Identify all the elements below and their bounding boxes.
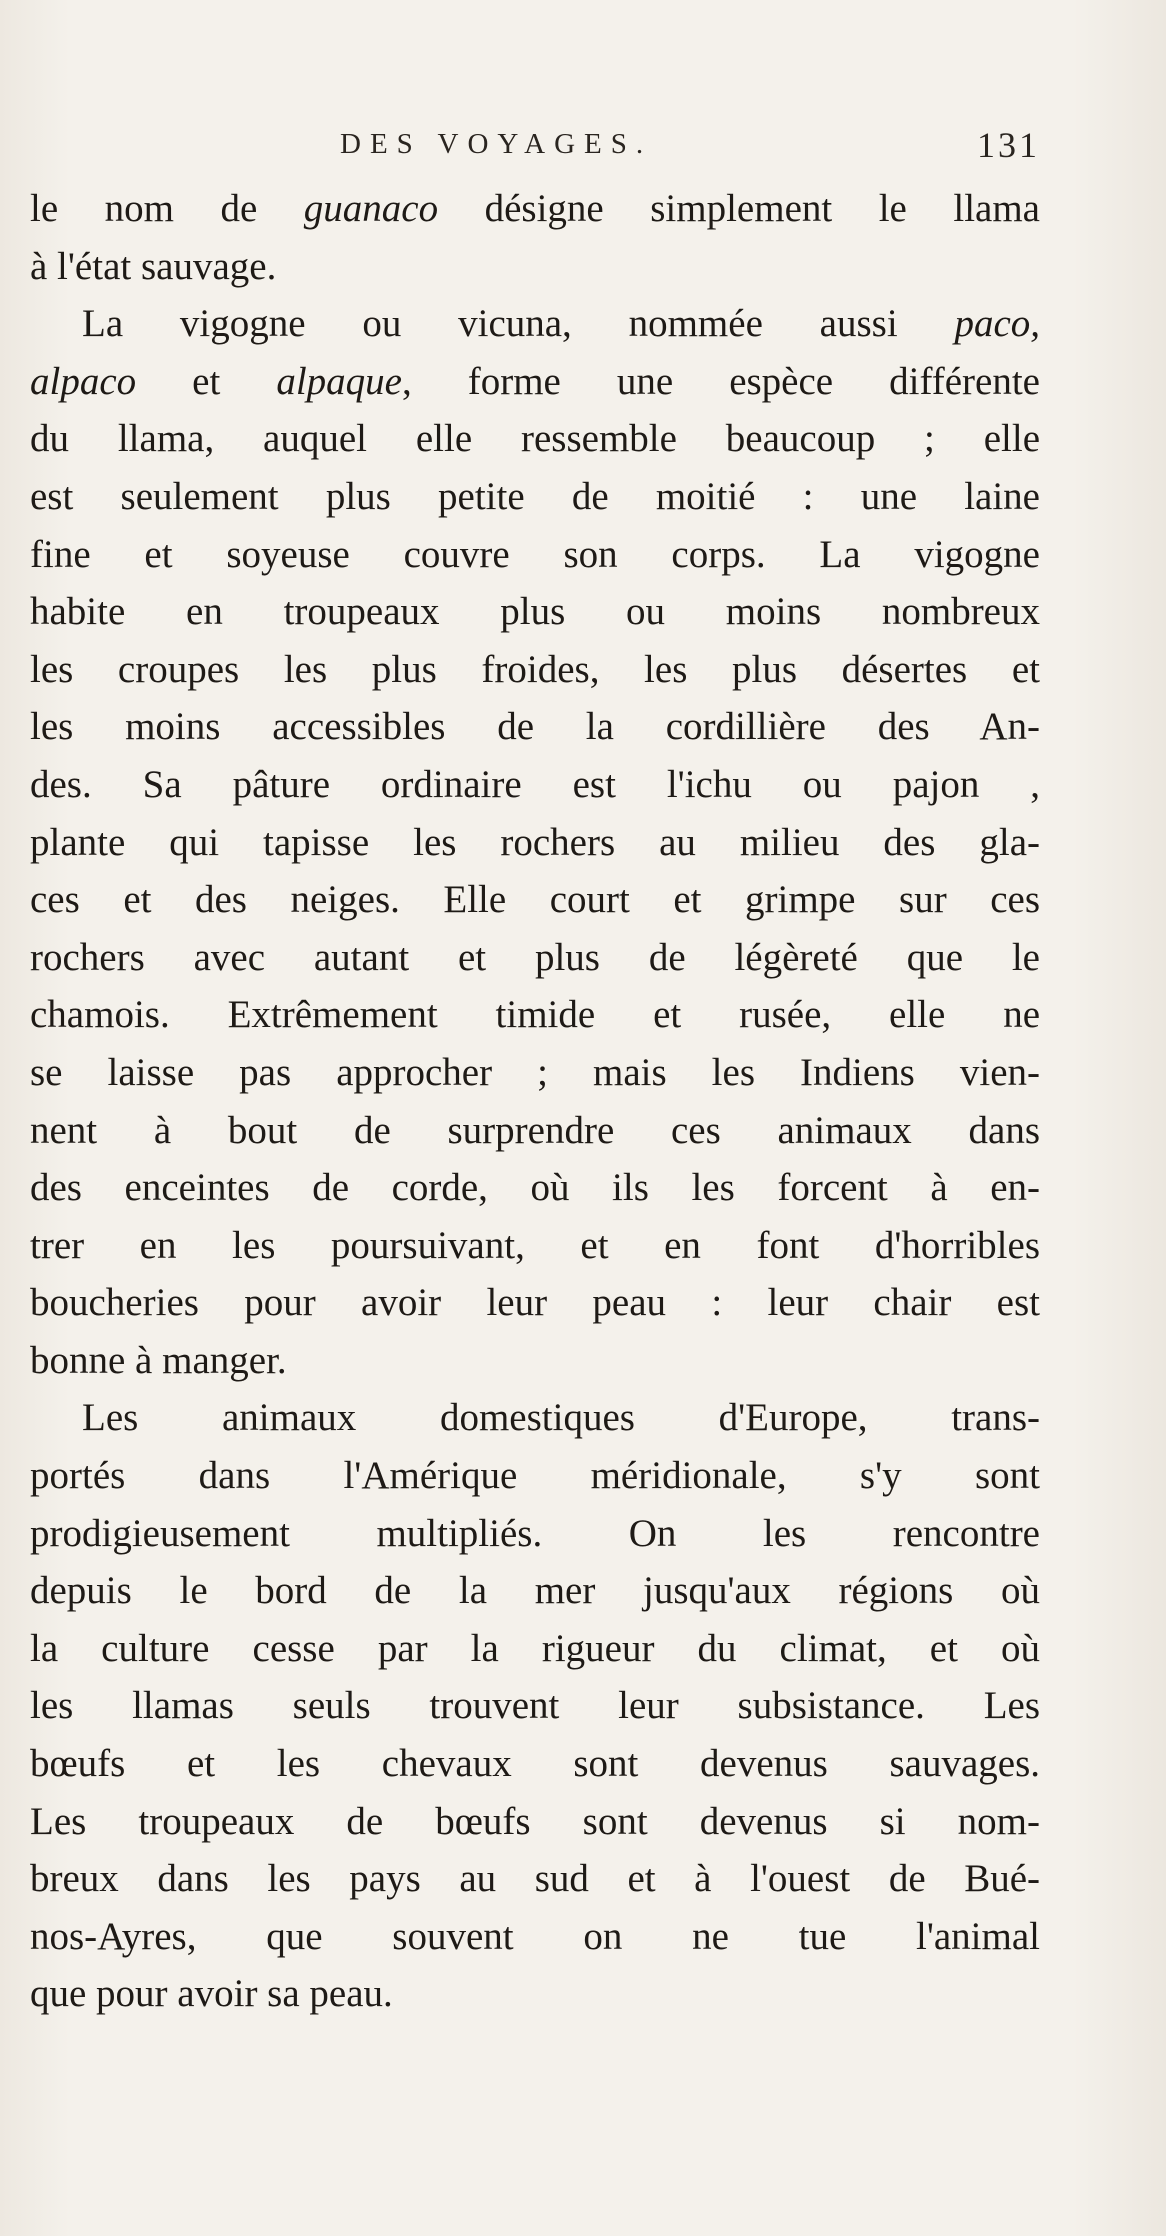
text-line xyxy=(30,1850,1040,1908)
text-line xyxy=(30,238,1040,296)
text-run: bœufs et les chevaux sont devenus sauvages. xyxy=(30,1742,1040,1786)
text-line xyxy=(30,1332,1040,1390)
text-run: se laisse pas approcher ; mais les Indiens vien- xyxy=(30,1050,1040,1094)
text-line xyxy=(30,526,1040,584)
running-title: DES VOYAGES. xyxy=(340,128,653,160)
text-run: les moins accessibles de la cordillière des An- xyxy=(30,705,1040,749)
text-line xyxy=(30,1159,1040,1217)
text-line xyxy=(30,410,1040,468)
text-run: La vigogne ou vicuna, nommée aussi xyxy=(82,302,955,346)
text-line xyxy=(30,1389,1040,1447)
text-line xyxy=(30,1217,1040,1275)
text-line xyxy=(30,180,1040,238)
text-run: plante qui tapisse les rochers au milieu des gla- xyxy=(30,820,1040,864)
italic-term: paco, xyxy=(954,302,1040,346)
text-line xyxy=(30,1620,1040,1678)
text-run: et xyxy=(136,359,277,403)
text-line xyxy=(30,1044,1040,1102)
text-run: trer en les poursuivant, et en font d'horribles xyxy=(30,1223,1040,1267)
text-run: rochers avec autant et plus de légèreté que le xyxy=(30,935,1040,979)
text-line xyxy=(30,353,1040,411)
italic-term: alpaque xyxy=(276,359,402,403)
text-run: nent à bout de surprendre ces animaux dans xyxy=(30,1108,1040,1152)
text-line xyxy=(30,986,1040,1044)
text-run: Les troupeaux de bœufs sont devenus si nom- xyxy=(30,1799,1040,1843)
text-run: la culture cesse par la rigueur du climat, et où xyxy=(30,1626,1040,1670)
text-run: breux dans les pays au sud et à l'ouest de Bué- xyxy=(30,1857,1040,1901)
text-run: bonne à manger. xyxy=(30,1338,287,1382)
paragraph xyxy=(30,1389,1040,2023)
text-line xyxy=(30,1965,1040,2023)
text-run: boucheries pour avoir leur peau : leur chair est xyxy=(30,1281,1040,1325)
text-line xyxy=(30,929,1040,987)
paragraph xyxy=(30,295,1040,1389)
body-text xyxy=(30,180,1040,2023)
text-run: chamois. Extrêmement timide et rusée, elle ne xyxy=(30,993,1040,1037)
text-run: le nom de xyxy=(30,187,304,230)
text-run: les croupes les plus froides, les plus désertes et xyxy=(30,647,1040,691)
text-line xyxy=(30,1447,1040,1505)
text-run: des. Sa pâture ordinaire est l'ichu ou pajon , xyxy=(30,762,1040,806)
text-run: ces et des neiges. Elle court et grimpe sur ces xyxy=(30,878,1040,922)
text-line xyxy=(30,756,1040,814)
text-line xyxy=(30,698,1040,756)
page-number: 131 xyxy=(977,125,1040,165)
paragraph xyxy=(30,180,1040,295)
text-line xyxy=(30,1274,1040,1332)
text-line xyxy=(30,641,1040,699)
text-run: depuis le bord de la mer jusqu'aux régions où xyxy=(30,1569,1040,1613)
text-run: portés dans l'Amérique méridionale, s'y sont xyxy=(30,1454,1040,1498)
italic-term: guanaco xyxy=(303,187,439,230)
text-line xyxy=(30,583,1040,641)
text-run: est seulement plus petite de moitié : une laine xyxy=(30,474,1040,518)
text-line xyxy=(30,814,1040,872)
text-run: que pour avoir sa peau. xyxy=(30,1972,393,2016)
text-run: Les animaux domestiques d'Europe, trans- xyxy=(82,1396,1040,1440)
text-run: habite en troupeaux plus ou moins nombreux xyxy=(30,590,1040,634)
text-line xyxy=(30,1793,1040,1851)
italic-term: alpaco xyxy=(30,359,137,403)
text-run: à l'état sauvage. xyxy=(30,244,277,288)
text-run: du llama, auquel elle ressemble beaucoup ; elle xyxy=(30,417,1040,461)
text-line xyxy=(30,1908,1040,1966)
text-line xyxy=(30,1562,1040,1620)
text-run: nos-Ayres, que souvent on ne tue l'animal xyxy=(30,1914,1040,1958)
text-run: les llamas seuls trouvent leur subsistance. Les xyxy=(30,1684,1040,1728)
text-run: , forme une espèce différente xyxy=(401,359,1040,403)
running-head xyxy=(30,125,1040,168)
text-line xyxy=(30,871,1040,929)
text-line xyxy=(30,468,1040,526)
text-line xyxy=(30,1735,1040,1793)
text-line xyxy=(30,1102,1040,1160)
text-line xyxy=(30,295,1040,353)
text-run: prodigieusement multipliés. On les rencontre xyxy=(30,1511,1040,1555)
text-run: fine et soyeuse couvre son corps. La vigogne xyxy=(30,532,1040,576)
text-run: désigne simplement le llama xyxy=(438,187,1040,230)
text-line xyxy=(30,1505,1040,1563)
text-line xyxy=(30,1677,1040,1735)
text-run: des enceintes de corde, où ils les forcent à en- xyxy=(30,1166,1040,1210)
